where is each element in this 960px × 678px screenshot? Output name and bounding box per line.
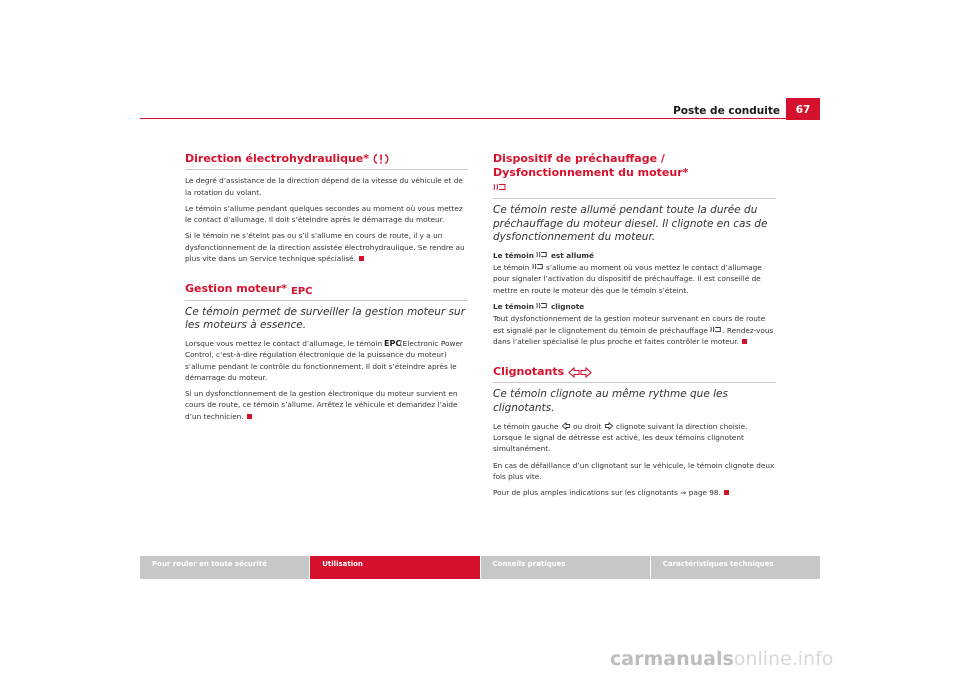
- prechauffage-lead: Ce témoin reste allumé pendant toute la durée du préchauffage du moteur diesel. Il clignote en cas de dysfonctionnement du moteur.: [493, 203, 768, 244]
- section-clignotants: [493, 365, 776, 498]
- steering-warning-icon: [373, 153, 389, 165]
- section-title-clignotants: Clignotants: [493, 365, 776, 383]
- clignotants-paragraph-2: En cas de défaillance d’un clignotant sur le véhicule, le témoin clignote deux fois plus vite.: [493, 460, 775, 481]
- watermark: carmanualsonline.info: [610, 648, 834, 670]
- direction-paragraph-1: Le degré d’assistance de la direction dépend de la vitesse du véhicule et de la rotation du volant.: [185, 176, 463, 197]
- clignotants-paragraph-3: Pour de plus amples indications sur les clignotants ⇒ page 98.: [493, 487, 776, 498]
- prechauffage-subheading-2: Le témoin clignote: [493, 302, 585, 311]
- section-title-direction: Direction électrohydraulique*: [185, 152, 468, 170]
- page-number: 67: [786, 98, 820, 120]
- section-direction: [185, 152, 468, 264]
- svg-text:EPC: EPC: [290, 286, 313, 298]
- tab-pour-rouler-en-toute-securite[interactable]: Pour rouler en toute sécurité: [140, 556, 309, 579]
- page-header-title: Poste de conduite: [673, 105, 780, 117]
- turn-right-arrow-icon: [604, 422, 614, 430]
- gestion-paragraph-2: Si un dysfonctionnement de la gestion électronique du moteur survient en cours de route, ce témoin s’allume. Arrêtez le véhicule et demandez l’aide d’un technicien.: [185, 389, 458, 421]
- turn-right-arrow-icon: [580, 367, 592, 378]
- turn-left-arrow-icon: [561, 422, 571, 430]
- end-marker-icon: [247, 414, 252, 419]
- epc-icon: [384, 338, 402, 348]
- prechauffage-paragraph-2: Tout dysfonctionnement de la gestion moteur survenant en cours de route est signalé par le clignotement du témoin de préchauffage . Rendez-vous dans l’atelier spécialisé le plus proche et faites contrôler le moteur.: [493, 314, 774, 346]
- glow-plug-icon: [536, 251, 548, 259]
- gestion-lead: Ce témoin permet de surveiller la gestion moteur sur les moteurs à essence.: [185, 305, 466, 332]
- end-marker-icon: [359, 256, 364, 261]
- section-prechauffage: [493, 152, 776, 347]
- prechauffage-paragraph-1: Le témoin s’allume au moment où vous mettez le contact d’allumage pour signaler l’activation du dispositif de préchauffage. Il est conseillé de mettre en route le moteur dès que le témoin s’éteint.: [493, 263, 762, 295]
- section-title-prechauffage: Dispositif de préchauffage / Dysfonctionnement du moteur*: [493, 152, 776, 199]
- end-marker-icon: [742, 339, 747, 344]
- right-column: [493, 152, 776, 517]
- svg-text:EPC: EPC: [384, 338, 402, 348]
- section-title-gestion: Gestion moteur* EPC: [185, 282, 468, 300]
- direction-paragraph-2: Le témoin s’allume pendant quelques secondes au moment où vous mettez le contact d’allumage. Il doit s’éteindre après le démarrage du moteur.: [185, 203, 463, 225]
- epc-icon: [290, 284, 313, 298]
- glow-plug-icon: [532, 263, 544, 271]
- clignotants-lead: Ce témoin clignote au même rythme que les clignotants.: [493, 388, 728, 415]
- clignotants-paragraph-1: Le témoin gauche ou droit clignote suivant la direction choisie. Lorsque le signal de détresse est activé, les deux témoins clignotent simultanément.: [493, 421, 748, 454]
- footer-tabs: [140, 556, 820, 579]
- header-rule: [140, 118, 820, 119]
- tab-conseils-pratiques[interactable]: Conseils pratiques: [481, 556, 650, 579]
- end-marker-icon: [724, 490, 729, 495]
- turn-left-arrow-icon: [568, 367, 580, 378]
- glow-plug-icon: [710, 326, 722, 334]
- tab-utilisation[interactable]: Utilisation: [310, 556, 479, 579]
- left-column: [185, 152, 468, 440]
- page-reference-link[interactable]: ⇒ page 98.: [680, 488, 721, 498]
- gestion-paragraph-1: Lorsque vous mettez le contact d’allumage, le témoin EPC (Electronic Power Control, c’est-à-dire régulation électronique de la puissance du moteur) s’allume pendant le contrôle du fonctionnement. Il doit s’éteindre après le démarrage du moteur.: [185, 338, 463, 382]
- tab-caracteristiques-techniques[interactable]: Caractéristiques techniques: [651, 556, 820, 579]
- prechauffage-subheading-1: Le témoin est allumé: [493, 250, 594, 260]
- glow-plug-icon: [536, 302, 548, 310]
- section-gestion: [185, 282, 468, 422]
- glow-plug-icon: [493, 183, 507, 192]
- direction-paragraph-3: Si le témoin ne s’éteint pas ou s’il s’allume en cours de route, il y a un dysfonctionnement de la direction assistée électrohydraulique. Se rendre au plus vite dans un Service technique spécialisé.: [185, 231, 465, 264]
